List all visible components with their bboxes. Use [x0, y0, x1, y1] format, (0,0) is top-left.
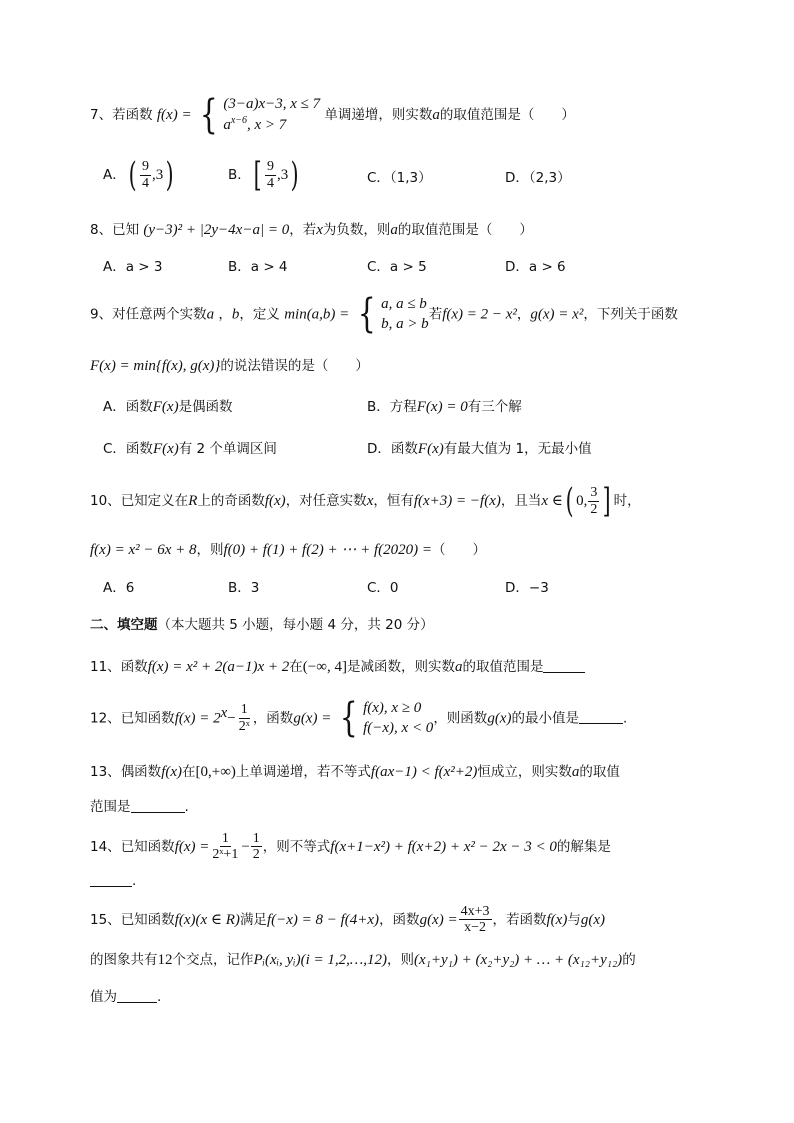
question-13: 13、偶函数f(x)在[0,+∞)上单调递增，若不等式f(ax−1) < f(x²+2)恒成立，则实数a的取值 — [90, 764, 620, 780]
q9-option-d: D．函数F(x)有最大值为 1，无最小值 — [367, 441, 592, 457]
question-9: 9、对任意两个实数a ，b，定义 min(a,b) = { a, a ≤ b b, a > b 若f(x) = 2 − x²，g(x) = x²，下列关于函数 — [90, 291, 678, 338]
question-15-line3: 值为 . — [90, 989, 162, 1005]
q10-option-d: D．−3 — [505, 580, 549, 596]
question-7: 7、若函数 f(x) = { (3−a)x−3, x ≤ 7 $a^{x-6}$, x > 7 单调递增，则实数a的取值范围是（ ） — [90, 91, 575, 138]
answer-blank[interactable] — [90, 872, 132, 887]
q10-option-c: C．0 — [367, 580, 399, 596]
q7-option-b: B．[ $\frac{9}{4}$ ,3) — [228, 155, 299, 195]
question-14-line2: . — [90, 872, 724, 890]
q8-option-d: D．a > 6 — [505, 259, 566, 275]
answer-blank[interactable] — [543, 658, 585, 673]
answer-blank[interactable] — [579, 709, 623, 724]
q7-option-d: D．（2,3） — [505, 170, 571, 186]
piecewise: { (3−a)x−3, x ≤ 7 $a^{x-6}$, x > 7 — [199, 91, 321, 138]
question-8: 8、已知 (y−3)² + |2y−4x−a| = 0，若x为负数，则a的取值范围是（ ） — [90, 222, 533, 238]
answer-blank[interactable] — [131, 798, 185, 813]
question-10: 10、已知定义在R上的奇函数f(x)，对任意实数x，恒有f(x+3) = −f(x)，且当x ∈( 0, $\frac{3}{2}$ ] 时， — [90, 481, 641, 521]
question-14: 14、已知函数f(x) = $\frac{1}{\text{2ˣ+1}}$ − $\frac{1}{2}$ ，则不等式f(x+1−x²) + f(x+2) + x² − 2x − 3 < 0的解集是 — [90, 831, 611, 863]
q8-option-c: C．a > 5 — [367, 259, 427, 275]
q10-option-a: A．6 — [103, 580, 135, 596]
q9-option-c: C．函数F(x)有 2 个单调区间 — [103, 441, 277, 457]
answer-blank[interactable] — [117, 988, 157, 1003]
q10-option-b: B．3 — [228, 580, 260, 596]
q9-option-a: A．函数F(x)是偶函数 — [103, 399, 233, 415]
question-10-line2: f(x) = x² − 6x + 8，则f(0) + f(1) + f(2) + ⋯ + f(2020) =（ ） — [90, 542, 486, 558]
question-13-line2: 范围是 . — [90, 799, 189, 815]
question-15-line2: 的图象共有12个交点，记作Pᵢ(xᵢ, yᵢ)(i = 1,2,…,12)，则(x₁+y₁) + (x₂+y₂) + … + (x₁₂+y₁₂)的 — [90, 952, 636, 968]
question-11: 11、函数f(x) = x² + 2(a−1)x + 2在(−∞, 4]是减函数，则实数a的取值范围是 — [90, 658, 724, 677]
section-2-heading: 二、填空题（本大题共 5 小题，每小题 4 分，共 20 分） — [90, 617, 434, 633]
q9-option-b: B．方程F(x) = 0有三个解 — [367, 399, 522, 415]
question-15: 15、已知函数f(x)(x ∈ R)满足f(−x) = 8 − f(4+x)，函数g(x) = $\frac{4x+3}{x-2}$ ，若函数f(x)与g(x) — [90, 904, 605, 936]
question-9-line2: F(x) = min{f(x), g(x)}的说法错误的是（ ） — [90, 358, 369, 374]
q8-option-a: A．a > 3 — [103, 259, 163, 275]
question-12: 12、已知函数$f(x) = 2^x-$ $\frac{1}{\text{2ˣ}}$ ，函数g(x) = { f(x), x ≥ 0 f(−x), x < 0 ，则函数g(x)的最小值是 . — [90, 695, 628, 742]
q8-option-b: B．a > 4 — [228, 259, 288, 275]
q7-option-a: A．( $\frac{9}{4}$ ,3) — [103, 155, 174, 195]
q7-option-c: C．（1,3） — [367, 170, 432, 186]
